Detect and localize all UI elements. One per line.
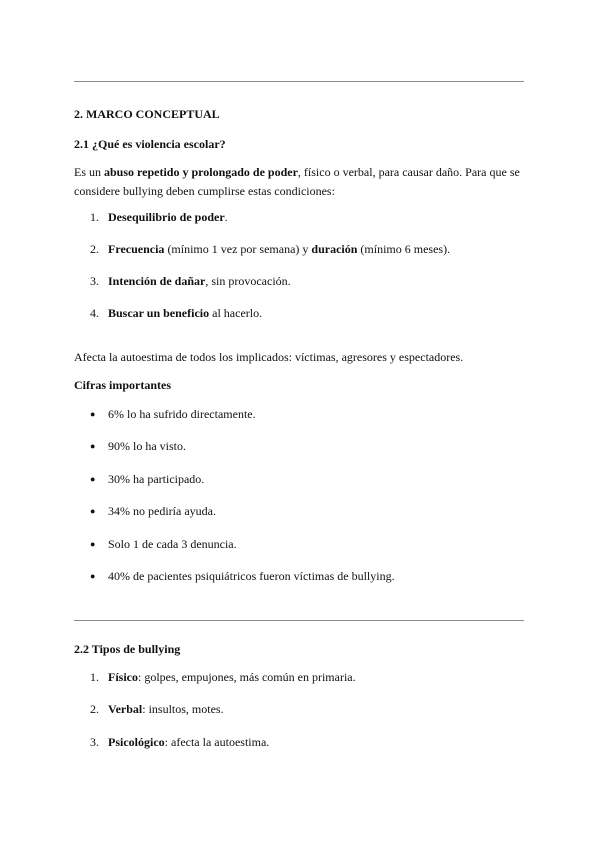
list-number: 2. [90,702,99,716]
type-text: : afecta la autoestima. [164,735,270,749]
condition-item [90,306,262,320]
condition-item [90,274,291,288]
figure-item [90,439,186,453]
condition-text-second: (mínimo 6 meses). [357,242,451,256]
horizontal-rule-middle [74,620,524,621]
figure-item [90,407,256,421]
figure-item [90,504,216,518]
bullet-icon: ● [90,474,96,484]
intro-text-end: , físico o verbal, para causar daño. Para que se considere bullying deben cumplirse estas condiciones: [74,165,520,198]
bullet-icon: ● [90,506,96,516]
subsection-heading-2-1: 2.1 ¿Qué es violencia escolar? [74,137,226,151]
figure-item [90,569,395,583]
section-heading: 2. MARCO CONCEPTUAL [74,107,220,121]
condition-bold: Desequilibrio de poder [108,210,225,224]
bullet-icon: ● [90,539,96,549]
figure-item [90,472,204,486]
list-number: 4. [90,306,99,320]
condition-bold: Frecuencia [108,242,165,256]
figure-text: 90% lo ha visto. [108,439,186,453]
condition-bold: Buscar un beneficio [108,306,210,320]
list-number: 3. [90,274,99,288]
type-text: : golpes, empujones, más común en primaria. [138,670,356,684]
figure-text: 40% de pacientes psiquiátricos fueron víctimas de bullying. [108,569,395,583]
type-item [90,735,269,749]
list-number: 1. [90,210,99,224]
figure-text: 6% lo ha sufrido directamente. [108,407,256,421]
figure-text: Solo 1 de cada 3 denuncia. [108,537,237,551]
type-bold: Verbal [108,702,143,716]
type-item [90,702,224,716]
type-bold: Psicológico [108,735,165,749]
intro-paragraph [74,163,534,201]
intro-bold-text: abuso repetido y prolongado de poder [104,165,298,179]
bullet-icon: ● [90,571,96,581]
condition-bold: Intención de dañar [108,274,206,288]
condition-item [90,210,228,224]
bullet-icon: ● [90,409,96,419]
type-text: : insultos, motes. [142,702,224,716]
condition-text: al hacerlo. [209,306,263,320]
list-number: 2. [90,242,99,256]
affects-paragraph: Afecta la autoestima de todos los implicados: víctimas, agresores y espectadores. [74,350,464,364]
subsection-heading-2-2: 2.2 Tipos de bullying [74,642,181,656]
condition-item [90,242,450,256]
condition-bold-second: duración [311,242,358,256]
horizontal-rule-top [74,81,524,82]
figure-item [90,537,237,551]
figure-text: 30% ha participado. [108,472,205,486]
list-number: 3. [90,735,99,749]
bullet-icon: ● [90,441,96,451]
condition-text: (mínimo 1 vez por semana) y [164,242,312,256]
figures-heading: Cifras importantes [74,378,171,392]
figure-text: 34% no pediría ayuda. [108,504,216,518]
type-item [90,670,356,684]
type-bold: Físico [108,670,138,684]
condition-text: . [224,210,228,224]
condition-text: , sin provocación. [205,274,291,288]
list-number: 1. [90,670,99,684]
intro-text-start: Es un [74,165,104,179]
